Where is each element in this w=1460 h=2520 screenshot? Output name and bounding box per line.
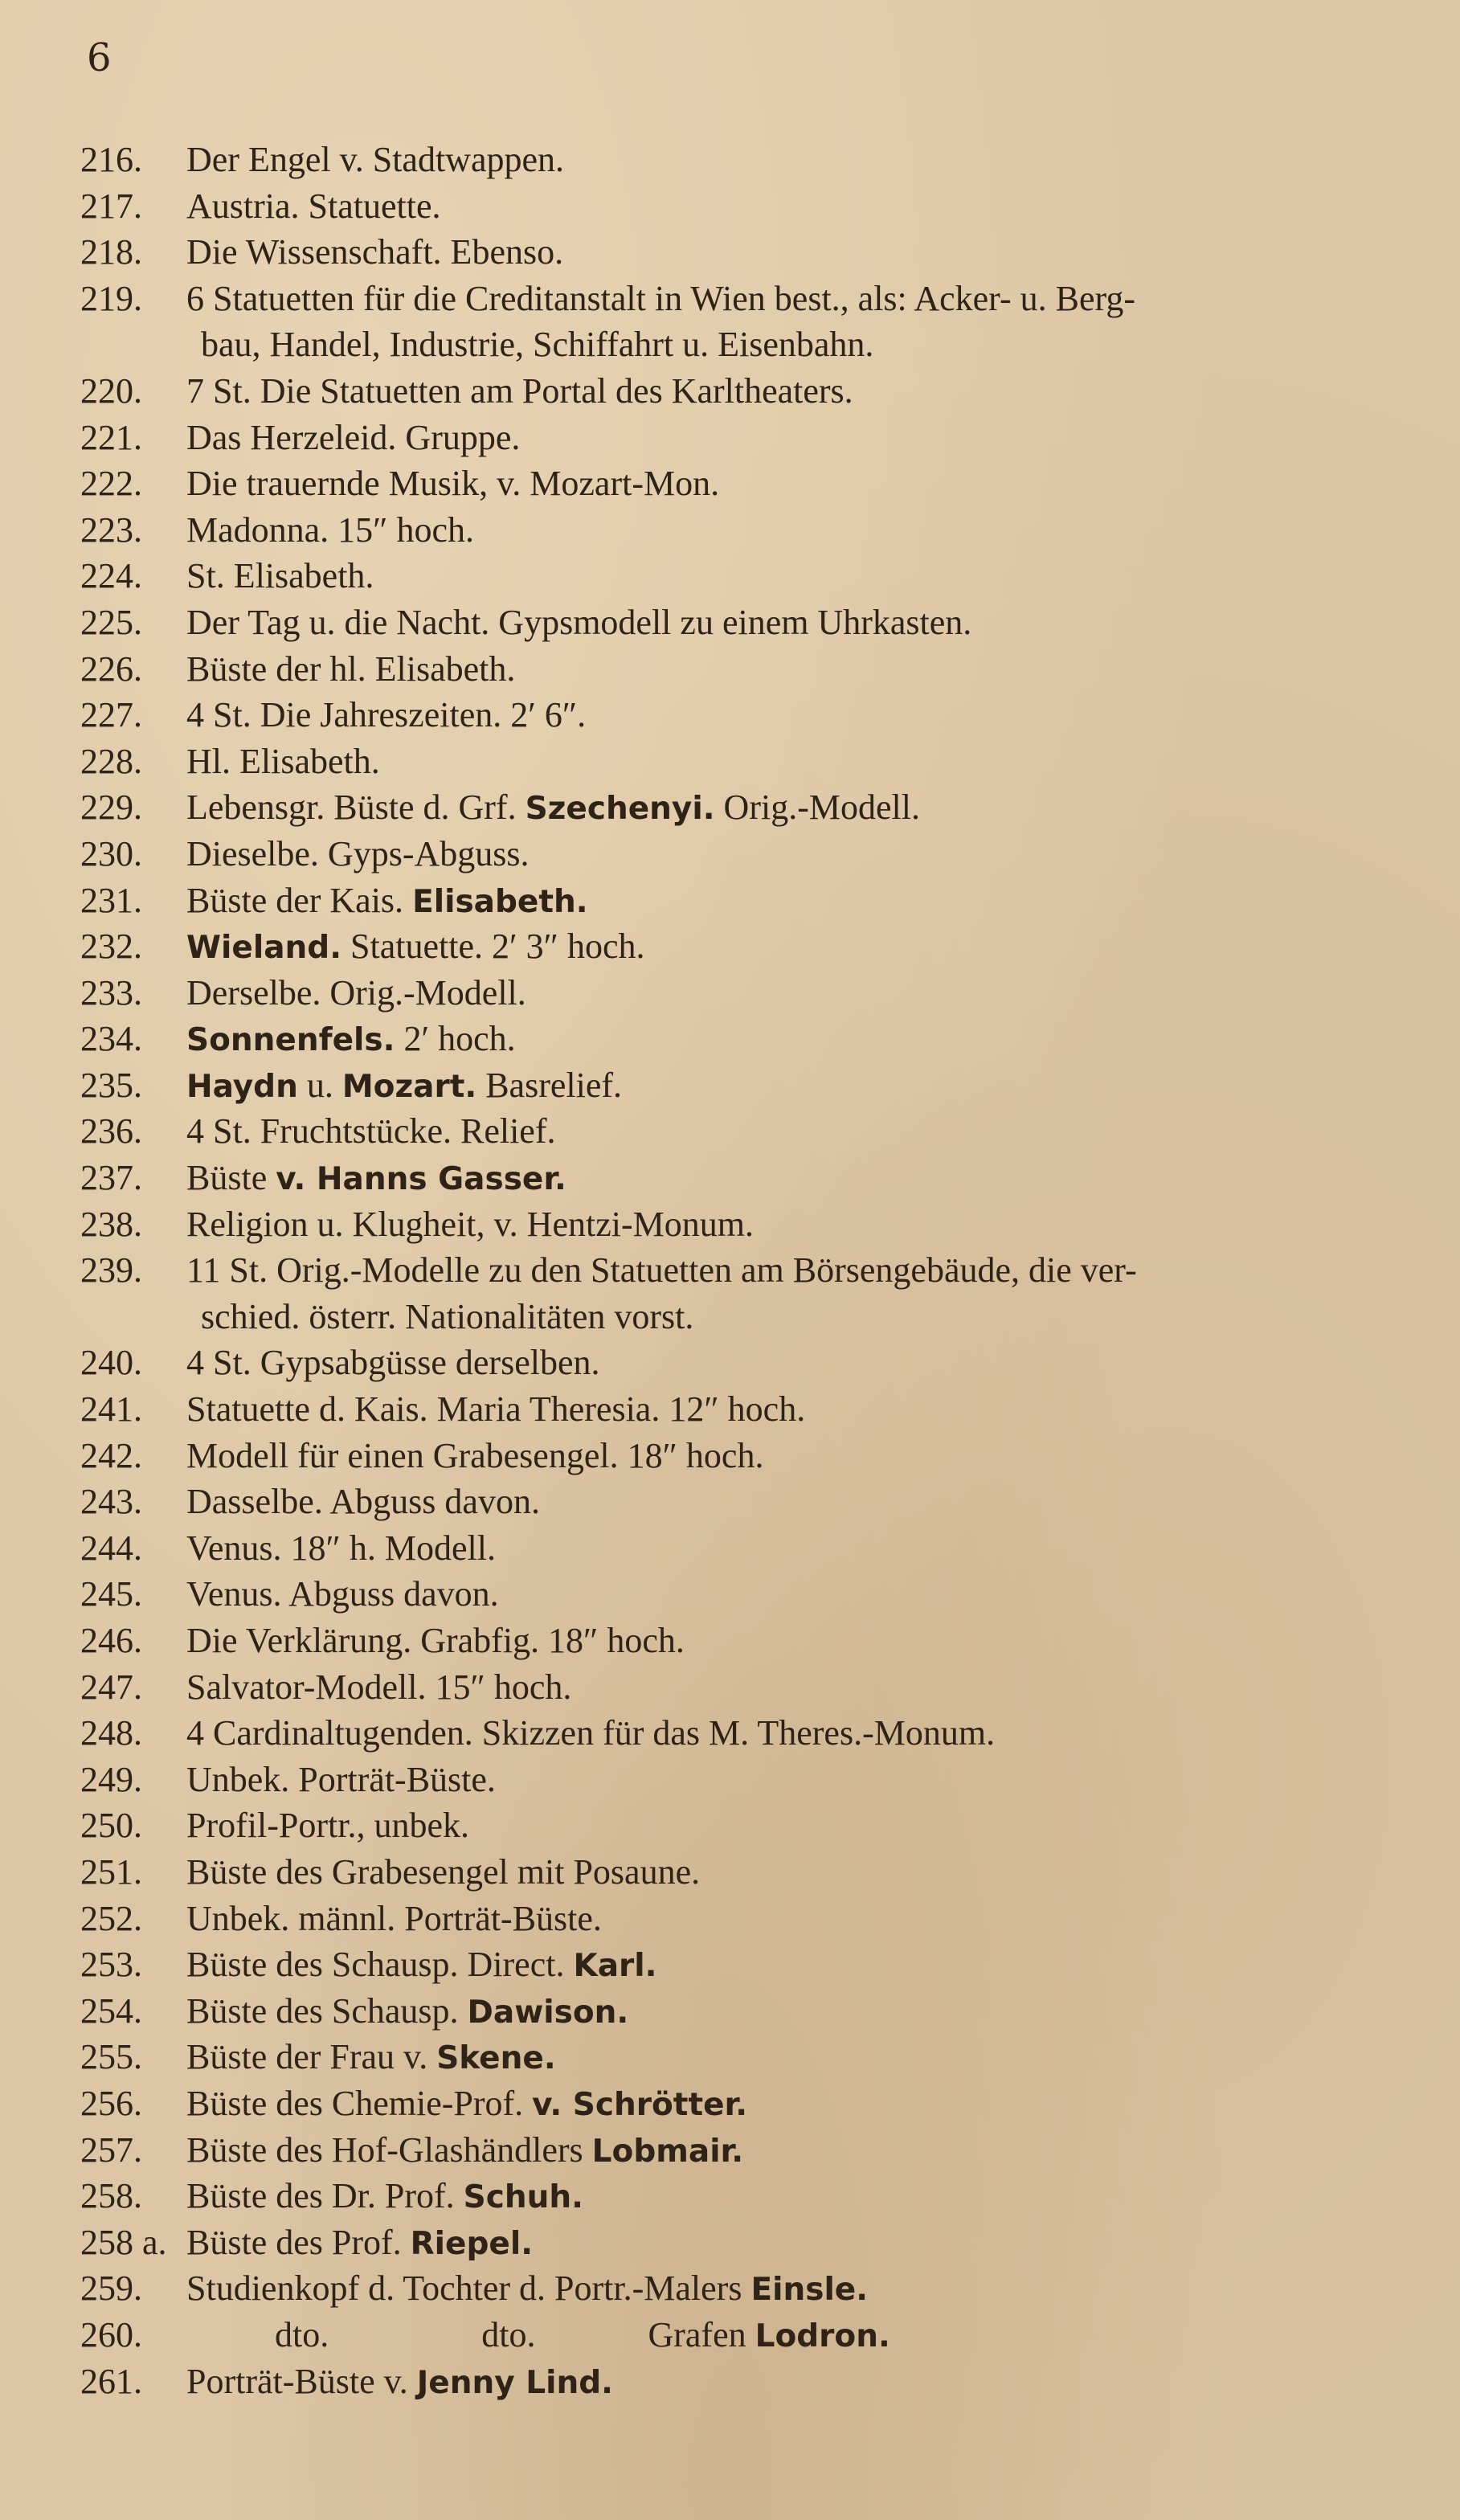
list-item-continuation [80,1294,1430,1340]
list-item [80,2127,1430,2174]
entry-text [186,1062,622,1109]
list-item [80,137,1430,183]
entry-number: 252. [80,1898,142,1938]
person-name: Elisabeth. [412,883,588,920]
list-item [80,507,1430,554]
list-item [80,2312,1430,2358]
entry-number: 242. [80,1435,142,1475]
entry-number: 228. [80,741,142,781]
entry-text: Das Herzeleid. Gruppe. [186,417,521,457]
entry-number: 251. [80,1851,142,1892]
entry-text: Venus. 18″ h. Modell. [186,1528,496,1568]
entry-text: Dieselbe. Gyps-Abguss. [186,833,530,873]
list-item [80,1849,1430,1896]
entry-number: 221. [80,417,142,457]
entry-text: 6 Statuetten für die Creditanstalt in Wien best., als: Acker- u. Berg- [186,278,1135,318]
entry-text: 4 St. Die Jahreszeiten. 2′ 6″. [186,695,587,735]
entry-text: Die Wissenschaft. Ebenso. [186,232,564,272]
entry-text-pre: Büste des Schausp. Direct. [186,1945,574,1985]
list-item [80,183,1430,230]
entry-number: 253. [80,1945,142,1985]
list-item [80,1016,1430,1062]
entry-text-post: Statuette. 2′ 3″ hoch. [341,927,645,967]
entry-text [186,1155,566,1201]
list-item [80,599,1430,646]
entry-number: 219. [80,278,142,318]
entry-text: Profil-Portr., unbek. [186,1806,469,1846]
entry-number: 255. [80,2037,142,2077]
entry-number: 225. [80,602,142,642]
entry-text-pre: Büste der Kais. [186,880,413,920]
entry-number: 223. [80,509,142,550]
list-item [80,1247,1430,1294]
list-item [80,738,1430,785]
list-item [80,2080,1430,2127]
entry-number: 239. [80,1250,142,1291]
list-item-continuation [80,321,1430,368]
entry-number: 238. [80,1204,142,1244]
list-item [80,1479,1430,1525]
person-name: v. Schrötter. [532,2086,748,2123]
entry-text-post: Basrelief. [476,1065,622,1105]
entry-number: 250. [80,1806,142,1846]
entry-number: 240. [80,1343,142,1383]
list-item [80,229,1430,276]
list-item [80,970,1430,1017]
entry-text-pre: Büste der Frau v. [186,2037,437,2077]
entry-text [186,2219,533,2266]
entry-number: 230. [80,833,142,873]
list-item [80,646,1430,693]
entry-number: 233. [80,972,142,1012]
entry-text-pre: Studienkopf d. Tochter d. Portr.-Malers [186,2268,751,2309]
list-item [80,1710,1430,1757]
entry-number: 234. [80,1019,142,1059]
list-item [80,692,1430,738]
list-item [80,1340,1430,1386]
list-item [80,1664,1430,1711]
entry-number: 259. [80,2268,142,2309]
list-item [80,1062,1430,1109]
list-item [80,1386,1430,1433]
person-name: Jenny Lind. [416,2364,613,2401]
entry-text: Unbek. Porträt-Büste. [186,1759,496,1799]
entry-number: 248. [80,1713,142,1753]
entry-number: 227. [80,695,142,735]
entry-text [186,1941,656,1988]
list-item [80,1108,1430,1155]
entry-text [186,2265,868,2312]
entry-text: Religion u. Klugheit, v. Hentzi-Monum. [186,1204,754,1244]
ditto-mark: dto. [275,2314,329,2354]
entry-text: Der Tag u. die Nacht. Gypsmodell zu einem Uhrkasten. [186,602,972,642]
list-item [80,1201,1430,1248]
person-name: Wieland. [186,930,342,967]
entry-number: 257. [80,2129,142,2170]
entry-text: Der Engel v. Stadtwappen. [186,140,565,179]
entry-number: 231. [80,880,142,920]
page-number: 6 [87,35,112,80]
entry-text [186,2034,556,2080]
list-item [80,1571,1430,1618]
list-item [80,2173,1430,2219]
entry-text-pre: Lebensgr. Büste d. Grf. [186,788,526,828]
list-item [80,368,1430,415]
list-item [80,2358,1430,2405]
entry-text-post: 2′ hoch. [395,1019,516,1059]
entry-text-continuation: bau, Handel, Industrie, Schiffahrt u. Eisenbahn. [201,325,874,365]
entry-number: 246. [80,1621,142,1660]
entry-number: 243. [80,1482,142,1522]
entry-text: 4 St. Fruchtstücke. Relief. [186,1111,556,1152]
entry-text-pre: Grafen [648,2314,755,2354]
entry-number: 247. [80,1667,142,1707]
entry-number: 222. [80,464,142,504]
entry-text: Salvator-Modell. 15″ hoch. [186,1667,572,1707]
list-item [80,2265,1430,2312]
person-name: Skene. [436,2040,556,2077]
person-name: Einsle. [750,2272,869,2309]
person-name: Lobmair. [591,2133,744,2170]
entry-text-pre: Büste des Hof-Glashändlers [186,2129,592,2170]
entry-text: Madonna. 15″ hoch. [186,509,475,550]
list-item [80,415,1430,461]
person-name: Mozart. [341,1068,477,1105]
person-name: Dawison. [467,1994,629,2031]
entry-text-pre: Büste des Prof. [186,2222,411,2262]
entry-text: 4 St. Gypsabgüsse derselben. [186,1343,600,1383]
entry-number: 226. [80,648,142,689]
entry-number: 260. [80,2314,142,2354]
entry-text: St. Elisabeth. [186,556,374,596]
list-item [80,831,1430,878]
entry-text [186,878,588,924]
catalog-list [80,137,1430,2404]
entry-number: 249. [80,1759,142,1799]
entry-number: 254. [80,1990,142,2031]
person-name: Lodron. [755,2318,890,2354]
entry-number: 236. [80,1111,142,1152]
entry-text [186,2173,583,2219]
person-name: Karl. [573,1948,657,1985]
entry-text: Statuette d. Kais. Maria Theresia. 12″ hoch. [186,1389,806,1430]
list-item [80,2034,1430,2080]
entry-text: 4 Cardinaltugenden. Skizzen für das M. Theres.-Monum. [186,1713,996,1753]
entry-text-continuation: schied. österr. Nationalitäten vorst. [201,1296,694,1336]
ditto-mark: dto. [481,2314,536,2354]
entry-number: 224. [80,556,142,596]
list-item [80,1757,1430,1803]
entry-text: Büste des Grabesengel mit Posaune. [186,1851,701,1892]
entry-number: 258 a. [80,2222,167,2262]
entry-number: 220. [80,370,142,411]
entry-text-pre: Büste des Schausp. [186,1990,468,2031]
person-name: Haydn [186,1068,298,1105]
person-name: Sonnenfels. [186,1022,395,1059]
entry-number: 229. [80,788,142,828]
entry-text [186,2127,743,2174]
entry-number: 244. [80,1528,142,1568]
entry-text [186,923,644,970]
list-item [80,1802,1430,1849]
entry-text: Hl. Elisabeth. [186,741,380,781]
entry-text: Derselbe. Orig.-Modell. [186,972,526,1012]
entry-text: Dasselbe. Abguss davon. [186,1482,540,1522]
entry-text: Austria. Statuette. [186,186,441,226]
entry-text-pre: Büste [186,1158,276,1198]
person-name: Schuh. [463,2179,583,2216]
person-name: Riepel. [410,2225,534,2262]
entry-number: 258. [80,2176,142,2216]
list-item [80,1618,1430,1664]
entry-number: 218. [80,232,142,272]
entry-number: 216. [80,140,142,179]
entry-number: 245. [80,1574,142,1614]
person-name: Szechenyi. [525,791,715,828]
list-item [80,276,1430,322]
entry-text [186,1016,516,1062]
entry-text: Büste der hl. Elisabeth. [186,648,516,689]
list-item [80,878,1430,924]
list-item [80,1941,1430,1988]
list-item [80,1988,1430,2035]
list-item [80,553,1430,599]
entry-text: Unbek. männl. Porträt-Büste. [186,1898,602,1938]
entry-number: 241. [80,1389,142,1430]
entry-text [186,784,920,831]
list-item [80,1525,1430,1572]
entry-text [186,2358,613,2405]
entry-number: 235. [80,1065,142,1105]
entry-number: 232. [80,927,142,967]
entry-text [186,2312,890,2358]
list-item [80,923,1430,970]
list-item [80,460,1430,507]
entry-text: 11 St. Orig.-Modelle zu den Statuetten am Börsengebäude, die ver- [186,1250,1137,1291]
list-item [80,1896,1430,1942]
entry-text-mid: u. [297,1065,342,1105]
list-item [80,784,1430,831]
entry-text: Die Verklärung. Grabfig. 18″ hoch. [186,1621,685,1660]
entry-text [186,1988,628,2035]
entry-text-pre: Porträt-Büste v. [186,2361,417,2401]
entry-number: 217. [80,186,142,226]
entry-text-pre: Büste des Chemie-Prof. [186,2083,533,2123]
entry-text: Venus. Abguss davon. [186,1574,499,1614]
entry-number: 261. [80,2361,142,2401]
entry-text: 7 St. Die Statuetten am Portal des Karltheaters. [186,370,853,411]
list-item [80,1155,1430,1201]
entry-text: Modell für einen Grabesengel. 18″ hoch. [186,1435,764,1475]
entry-text [186,2080,747,2127]
list-item [80,2219,1430,2266]
entry-text-pre: Büste des Dr. Prof. [186,2176,464,2216]
entry-text-post: Orig.-Modell. [714,788,920,828]
person-name: v. Hanns Gasser. [276,1161,566,1198]
list-item [80,1433,1430,1479]
entry-number: 256. [80,2083,142,2123]
entry-number: 237. [80,1158,142,1198]
entry-text: Die trauernde Musik, v. Mozart-Mon. [186,464,720,504]
